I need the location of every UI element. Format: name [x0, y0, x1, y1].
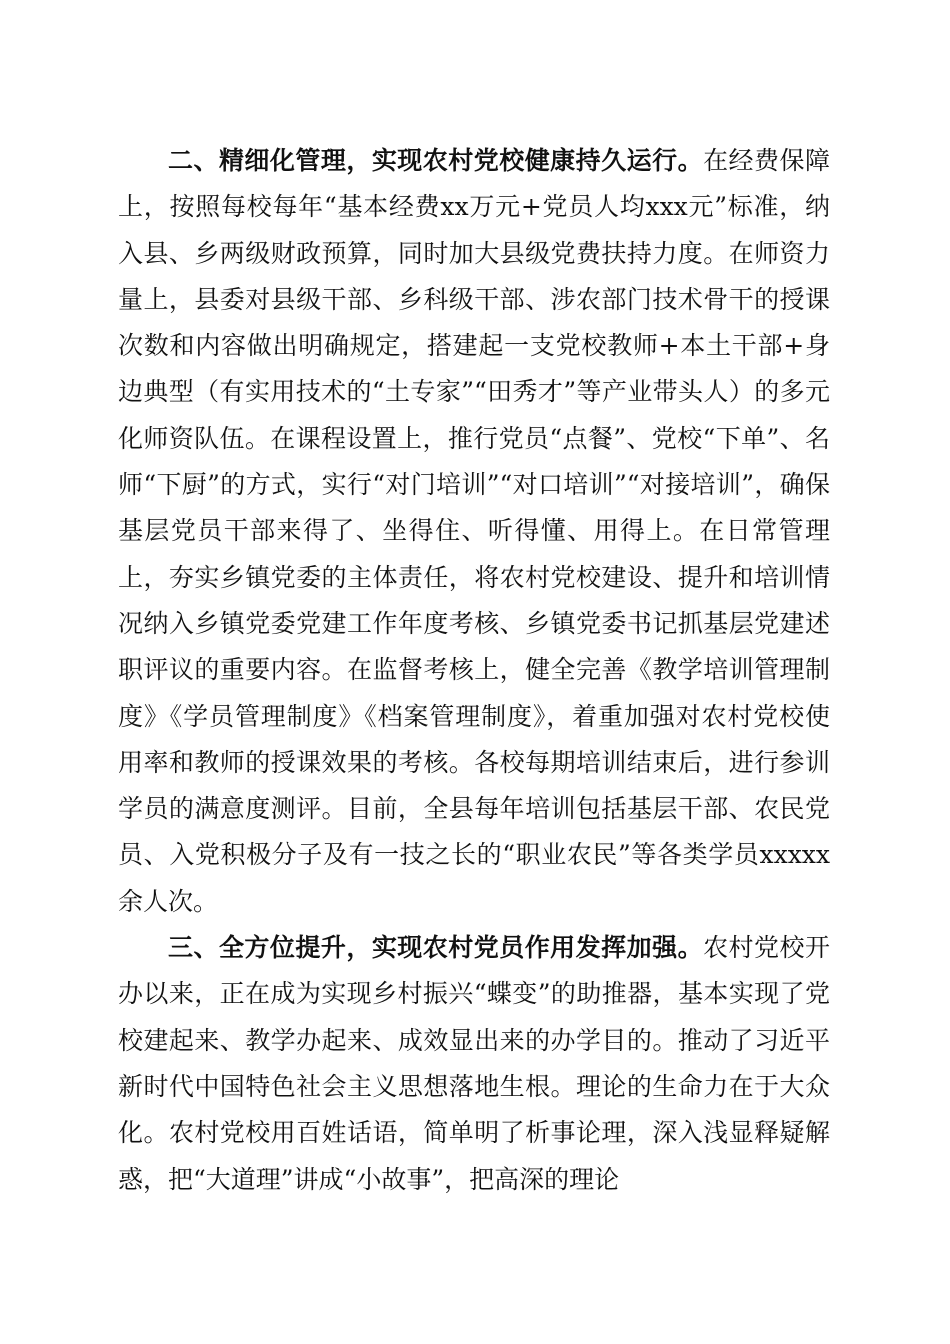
section-two-heading: 二、精细化管理，实现农村党校健康持久运行。 — [168, 146, 704, 175]
document-body — [118, 138, 830, 1203]
section-two-text: 在经费保障上，按照每校每年“基本经费xx万元+党员人均xxx元”标准，纳入县、乡两级财政预算，同时加大县级党费扶持力度。在师资力量上，县委对县级干部、乡科级干部、涉农部门技术骨干的授课次数和内容做出明确规定，搭建起一支党校教师+本土干部+身边典型（有实用技术的“土专家”“田秀才”等产业带头人）的多元化师资队伍。在课程设置上，推行党员“点餐”、党校“下单”、名师“下厨”的方式，实行“对门培训”“对口培训”“对接培训”，确保基层党员干部来得了、坐得住、听得懂、用得上。在日常管理上，夯实乡镇党委的主体责任，将农村党校建设、提升和培训情况纳入乡镇党委党建工作年度考核、乡镇党委书记抓基层党建述职评议的重要内容。在监督考核上，健全完善《教学培训管理制度》《学员管理制度》《档案管理制度》，着重加强对农村党校使用率和教师的授课效果的考核。各校每期培训结束后，进行参训学员的满意度测评。目前，全县每年培训包括基层干部、农民党员、入党积极分子及有一技之长的“职业农民”等各类学员xxxxx余人次。 — [118, 146, 830, 916]
section-three-heading: 三、全方位提升，实现农村党员作用发挥加强。 — [168, 933, 704, 963]
paragraph-section-three — [118, 925, 830, 1203]
paragraph-section-two — [118, 138, 830, 925]
section-three-text: 农村党校开办以来，正在成为实现乡村振兴“蝶变”的助推器，基本实现了党校建起来、教学办起来、成效显出来的办学目的。推动了习近平新时代中国特色社会主义思想落地生根。理论的生命力在于大众化。农村党校用百姓话语，简单明了析事论理，深入浅显释疑解惑，把“大道理”讲成“小故事”，把高深的理论 — [118, 933, 830, 1194]
